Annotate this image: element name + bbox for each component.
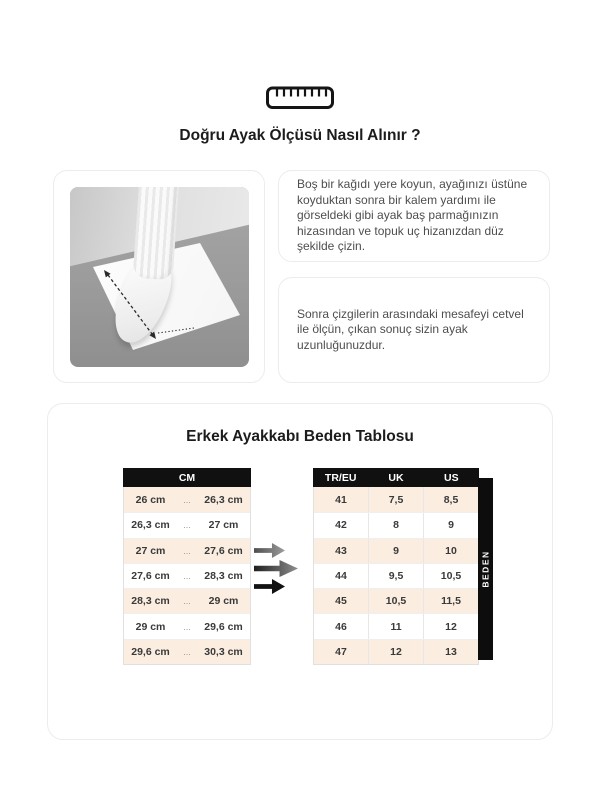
range-separator: ... (183, 545, 191, 556)
cm-table-header: CM (123, 468, 251, 487)
cm-max: 26,3 cm (204, 493, 243, 506)
table-row (314, 588, 478, 613)
cm-min: 28,3 cm (131, 595, 170, 608)
size-us: 9 (423, 513, 478, 537)
table-row (124, 613, 250, 638)
size-uk: 12 (368, 640, 423, 664)
size-uk: 8 (368, 513, 423, 537)
cm-max: 30,3 cm (204, 645, 243, 658)
size-tr: 41 (335, 493, 347, 506)
beden-label-text: BEDEN (480, 550, 491, 588)
cm-max: 27 cm (208, 519, 239, 532)
foot-measure-image-card (53, 170, 265, 383)
arrow-right-icon (254, 560, 298, 577)
range-separator: ... (183, 621, 191, 632)
beden-vertical-label (478, 478, 493, 660)
cm-min: 26,3 cm (131, 519, 170, 532)
size-uk: 7,5 (368, 487, 423, 512)
cm-min: 27,6 cm (131, 570, 170, 583)
arrow-right-icon (254, 543, 285, 558)
table-row (314, 487, 478, 512)
cm-min: 26 cm (135, 493, 166, 506)
table-row (124, 588, 250, 613)
size-tr: 42 (335, 519, 347, 532)
cm-max: 29,6 cm (204, 620, 243, 633)
size-uk: 9 (368, 539, 423, 563)
table-row (124, 639, 250, 664)
ruler-icon (266, 86, 334, 110)
cm-max: 27,6 cm (204, 544, 243, 557)
size-table-title: Erkek Ayakkabı Beden Tablosu (186, 428, 414, 445)
foot-measure-photo (70, 187, 249, 367)
table-row (124, 563, 250, 588)
size-us: 8,5 (423, 487, 478, 512)
table-row (314, 538, 478, 563)
range-separator: ... (183, 596, 191, 607)
size-tr: 47 (335, 645, 347, 658)
size-us: 10 (423, 539, 478, 563)
size-table-header-row (313, 468, 479, 487)
col-header-tr-eu: TR/EU (324, 471, 357, 484)
size-tr: 46 (335, 620, 347, 633)
measurement-arrow (70, 187, 249, 367)
range-separator: ... (183, 646, 191, 657)
cm-max: 29 cm (208, 595, 239, 608)
range-separator: ... (183, 520, 191, 531)
size-tr: 45 (335, 595, 347, 608)
instruction-step1-text: Boş bir kağıdı yere koyun, ayağınızı üstüne koyduktan sonra bir kalem yardımı ile görseldeki gibi ayak baş parmağınızın hizasından ve topuk uç hizanızdan düz şekilde çizin. (297, 177, 528, 254)
instruction-step2-card (278, 277, 550, 383)
size-us: 10,5 (423, 564, 478, 588)
size-conversion-table (313, 468, 479, 665)
cm-min: 27 cm (135, 544, 166, 557)
range-separator: ... (183, 494, 191, 505)
col-header-uk: UK (388, 471, 404, 484)
page-title: Doğru Ayak Ölçüsü Nasıl Alınır ? (179, 127, 421, 144)
table-row (124, 487, 250, 512)
col-header-us: US (444, 471, 459, 484)
table-row (124, 538, 250, 563)
cm-min: 29 cm (135, 620, 166, 633)
conversion-arrows (254, 543, 302, 596)
size-uk: 11 (368, 614, 423, 638)
size-us: 11,5 (423, 589, 478, 613)
instruction-step2-text: Sonra çizgilerin arasındaki mesafeyi cetvel ile ölçün, çıkan sonuç sizin ayak uzunluğunuzdur. (297, 306, 524, 352)
size-tr: 44 (335, 570, 347, 583)
range-separator: ... (183, 571, 191, 582)
cm-table (123, 468, 251, 665)
size-uk: 10,5 (368, 589, 423, 613)
size-tr: 43 (335, 544, 347, 557)
size-us: 12 (423, 614, 478, 638)
cm-min: 29,6 cm (131, 645, 170, 658)
table-row (314, 563, 478, 588)
table-row (314, 512, 478, 537)
cm-max: 28,3 cm (204, 570, 243, 583)
size-us: 13 (423, 640, 478, 664)
table-row (314, 639, 478, 664)
table-row (124, 512, 250, 537)
arrow-right-icon (254, 579, 285, 594)
table-row (314, 613, 478, 638)
instruction-step1-card (278, 170, 550, 262)
size-uk: 9,5 (368, 564, 423, 588)
size-table-section (47, 403, 553, 740)
